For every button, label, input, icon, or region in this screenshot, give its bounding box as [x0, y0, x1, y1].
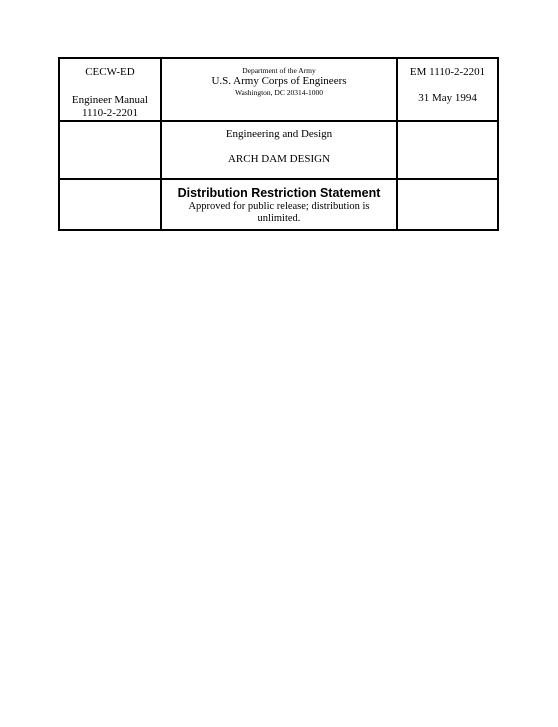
header-row	[59, 58, 498, 121]
agency-cell	[161, 58, 397, 121]
office-symbol: CECW-ED	[85, 66, 135, 78]
publication-cell	[397, 58, 498, 121]
subject-category: Engineering and Design	[225, 128, 333, 140]
empty-cell-left	[59, 179, 161, 230]
empty-cell-right	[397, 121, 498, 179]
empty-cell-left	[59, 121, 161, 179]
manual-number: 1110-2-2201	[81, 107, 138, 119]
distribution-row	[59, 179, 498, 230]
proponent-cell	[59, 58, 161, 121]
publication-date: 31 May 1994	[418, 92, 477, 104]
distribution-cell	[161, 179, 397, 230]
empty-cell-right	[397, 179, 498, 230]
manual-label: Engineer Manual	[71, 94, 148, 106]
agency-name: U.S. Army Corps of Engineers	[211, 75, 347, 87]
cover-table	[58, 57, 499, 231]
distribution-text: Approved for public release; distribution is unlimited.	[188, 201, 370, 224]
document-title: ARCH DAM DESIGN	[227, 153, 331, 165]
subject-row	[59, 121, 498, 179]
em-number: EM 1110-2-2201	[409, 66, 486, 78]
distribution-heading: Distribution Restriction Statement	[177, 186, 381, 200]
agency-address: Washington, DC 20314-1000	[235, 88, 323, 97]
subject-cell	[161, 121, 397, 179]
department-name: Department of the Army	[242, 66, 316, 75]
